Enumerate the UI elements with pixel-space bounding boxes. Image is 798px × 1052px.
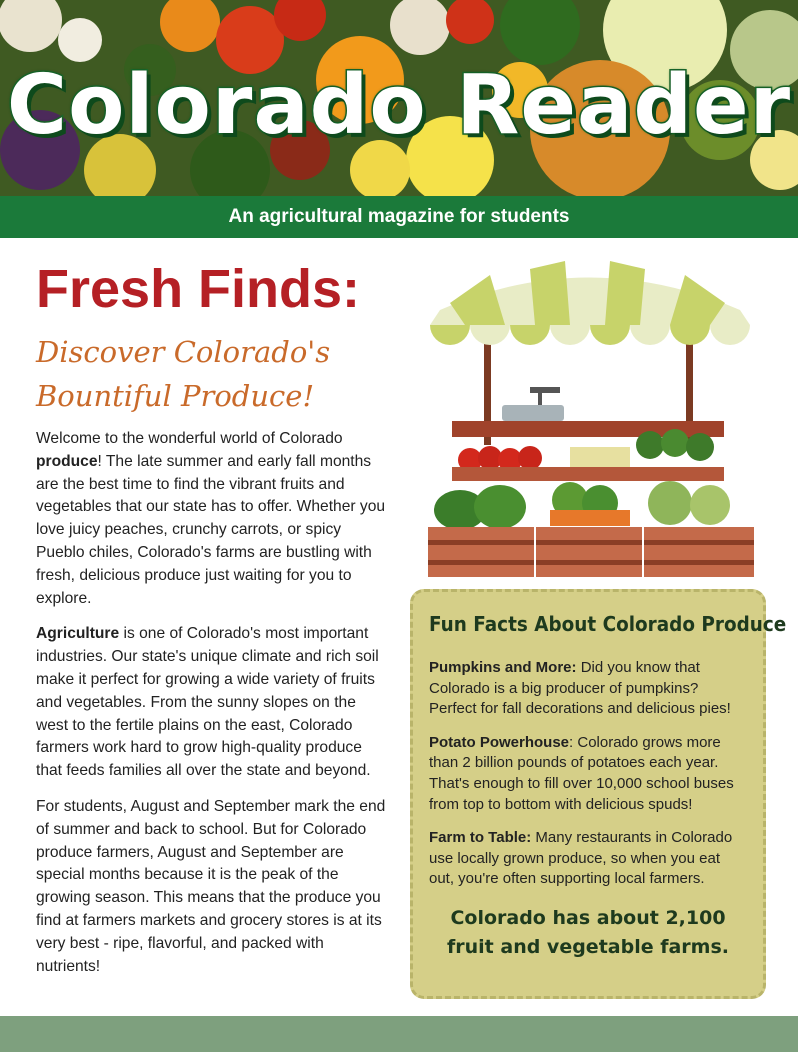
- fact-farm-to-table: Farm to Table: Many restaurants in Colorado use locally grown produce, so when you eat out, you're often supporting local farmers.: [429, 829, 733, 888]
- fact-pumpkins: Pumpkins and More: Did you know that Colorado is a big producer of pumpkins? Perfect for fall decorations and delicious pies!: [429, 659, 731, 718]
- article-body: [36, 428, 386, 991]
- tagline-bar: An agricultural magazine for students: [0, 196, 798, 238]
- subhead-line-2: Bountiful Produce!: [36, 379, 315, 413]
- paragraph-1: Welcome to the wonderful world of Colorado produce! The late summer and early fall months are the best time to find the vibrant fruits and vegetables that our state has to offer. Whether you love juicy peaches, crunchy carrots, or spicy Pueblo chiles, Colorado's farms are bustling with fresh, delicious produce just waiting for you to explore.: [36, 430, 386, 607]
- term-produce: produce: [36, 452, 98, 470]
- subhead-line-1: Discover Colorado's: [36, 335, 331, 369]
- masthead-title: Colorado Reader: [6, 58, 792, 153]
- term-agriculture: Agriculture: [36, 625, 120, 643]
- fact-potatoes: Potato Powerhouse: Colorado grows more than 2 billion pounds of potatoes each year. That's enough to fill over 10,000 school buses from top to bottom with delicious spuds!: [429, 733, 734, 813]
- article-subhead: [36, 330, 396, 418]
- farm-count-callout: Colorado has about 2,100 fruit and vegetable farms.: [447, 906, 729, 958]
- paragraph-2: Agriculture is one of Colorado's most important industries. Our state's unique climate and rich soil make it perfect for growing a wide variety of fruits and vegetables. From the sunny slopes on the west to the fertile plains on the east, Colorado farmers work hard to grow high-quality produce that feeds families all over the state and beyond.: [36, 625, 379, 780]
- market-stand-illustration: [410, 255, 760, 585]
- paragraph-3: For students, August and September mark the end of summer and back to school. But for Colorado produce farmers, August and September are special months because it is the peak of the growing season. This means that the produce you find at farmers markets and grocery stores is at its very best - ripe, flavorful, and packed with nutrients!: [36, 797, 386, 975]
- fun-facts-title: Fun Facts About Colorado Produce: [429, 612, 787, 636]
- footer-bar: [0, 1016, 798, 1052]
- fun-facts-box: [410, 589, 787, 999]
- article-headline: Fresh Finds:: [36, 259, 361, 319]
